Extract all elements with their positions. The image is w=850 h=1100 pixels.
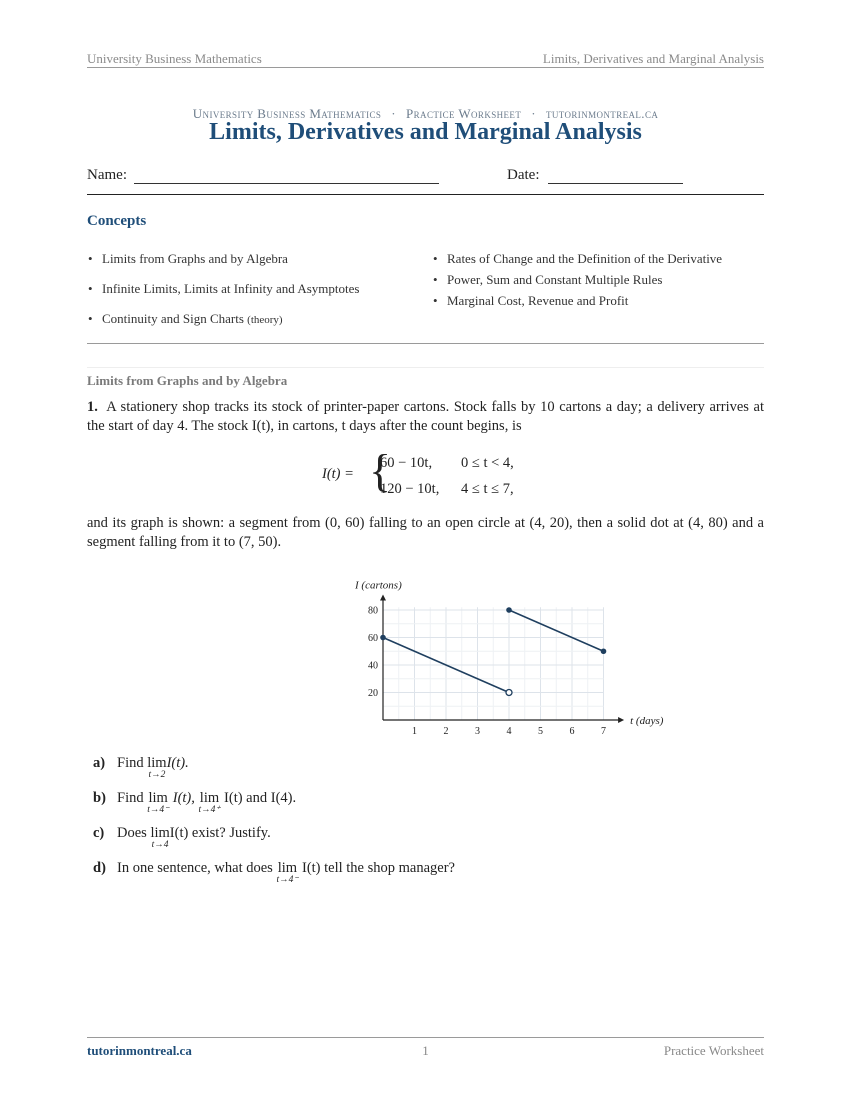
part-a: a) Find lim t→2 I(t). xyxy=(93,755,189,780)
date-label: Date: xyxy=(507,167,540,183)
limit-operator: lim t→4⁻ xyxy=(147,790,170,815)
x-tick-label: 6 xyxy=(569,726,575,737)
page-number: 1 xyxy=(422,1043,429,1058)
footer-rule xyxy=(87,1037,764,1038)
part-label: c) xyxy=(93,825,105,841)
running-header xyxy=(87,51,764,67)
date-field-line[interactable] xyxy=(548,183,683,184)
open-endpoint xyxy=(506,690,512,696)
part-label: b) xyxy=(93,790,106,806)
problem-number: 1. xyxy=(87,399,98,415)
problem-intro-text: A stationery shop tracks its stock of printer-paper cartons. Stock falls by 10 cartons a day; a delivery arrives at the start of day 4. The stock I(t), in cartons, t days after the count begins, is xyxy=(87,399,764,434)
section-rule xyxy=(87,367,764,368)
y-tick-label: 20 xyxy=(368,688,378,699)
part-label: d) xyxy=(93,860,106,876)
closed-endpoint xyxy=(601,648,607,654)
limit-operator: lim t→2 xyxy=(147,755,167,780)
concepts-left-column xyxy=(87,250,417,329)
concepts-heading: Concepts xyxy=(87,213,147,229)
left-brace-icon: { xyxy=(369,445,392,496)
kicker-course: University Business Mathematics xyxy=(192,106,382,121)
section-heading: Limits from Graphs and by Algebra xyxy=(87,373,288,388)
part-c: c) Does lim t→4 I(t) exist? Justify. xyxy=(93,825,271,850)
closed-endpoint xyxy=(506,607,512,613)
concept-note: (theory) xyxy=(247,314,283,326)
x-axis-label: t (days) xyxy=(630,715,664,727)
fields-rule xyxy=(87,194,764,195)
y-tick-label: 60 xyxy=(368,633,378,644)
concept-item: • Limits from Graphs and by Algebra xyxy=(87,250,417,267)
part-b: b) Find lim t→4⁻ I(t), lim t→4⁺ I(t) and I(4). xyxy=(93,790,297,815)
x-tick-label: 2 xyxy=(443,726,449,737)
x-tick-label: 3 xyxy=(475,726,480,737)
concept-item: • Continuity and Sign Charts (theory) xyxy=(87,310,417,329)
concept-item: • Power, Sum and Constant Multiple Rules xyxy=(432,271,732,288)
footer-site: tutorinmontreal.ca xyxy=(87,1043,192,1058)
graph-grid xyxy=(383,607,604,720)
x-tick-label: 4 xyxy=(506,726,512,737)
y-axis-label: I (cartons) xyxy=(355,579,402,592)
kicker-separator: · xyxy=(391,106,397,121)
piecewise-lhs: I(t) = xyxy=(322,466,354,482)
x-tick-label: 7 xyxy=(601,726,606,737)
page-title: Limits, Derivatives and Marginal Analysis xyxy=(209,119,642,145)
limit-operator: lim t→4⁻ xyxy=(276,860,299,885)
x-axis-arrow-icon xyxy=(618,717,624,723)
piecewise-row1-expr: 60 − 10t, xyxy=(380,455,433,471)
limit-operator: lim t→4⁺ xyxy=(198,790,221,815)
stock-graph xyxy=(257,566,687,746)
concepts-rule xyxy=(87,343,764,344)
concepts-right-column xyxy=(432,250,732,309)
problem-intro xyxy=(87,398,764,436)
header-rule xyxy=(87,67,764,68)
part-d: d) In one sentence, what does lim t→4⁻ I(t) tell the shop manager? xyxy=(93,860,455,885)
running-header-left: University Business Mathematics xyxy=(87,51,262,66)
concept-item: • Infinite Limits, Limits at Infinity and Asymptotes xyxy=(87,280,417,297)
concept-item: • Rates of Change and the Definition of the Derivative xyxy=(432,250,732,267)
kicker-separator: · xyxy=(531,106,536,121)
footer-doc-type: Practice Worksheet xyxy=(663,1043,764,1058)
graph-ticks xyxy=(368,606,606,738)
piecewise-row2-cond: 4 ≤ t ≤ 7, xyxy=(461,481,514,497)
name-field-line[interactable] xyxy=(134,183,439,184)
kicker-site: tutorinmontreal.ca xyxy=(545,106,659,121)
x-tick-label: 1 xyxy=(412,726,417,737)
limit-operator: lim t→4 xyxy=(150,825,170,850)
piecewise-row2-expr: 120 − 10t, xyxy=(380,481,440,497)
kicker-type: Practice Worksheet xyxy=(406,106,522,121)
worksheet-page xyxy=(87,0,764,1100)
piecewise-row1-cond: 0 ≤ t < 4, xyxy=(461,455,514,471)
name-label: Name: xyxy=(87,167,127,183)
part-label: a) xyxy=(93,755,106,771)
running-header-right: Limits, Derivatives and Marginal Analysis xyxy=(542,51,764,66)
concept-item: • Marginal Cost, Revenue and Profit xyxy=(432,292,732,309)
y-tick-label: 40 xyxy=(368,660,378,672)
x-tick-label: 5 xyxy=(538,726,543,737)
graph-description: and its graph is shown: a segment from (0, 60) falling to an open circle at (4, 20), then a solid dot at (4, 80) and a segment falling from it to (7, 50). xyxy=(87,515,764,550)
closed-endpoint xyxy=(380,635,386,641)
y-tick-label: 80 xyxy=(368,605,378,617)
y-axis-arrow-icon xyxy=(380,595,386,601)
